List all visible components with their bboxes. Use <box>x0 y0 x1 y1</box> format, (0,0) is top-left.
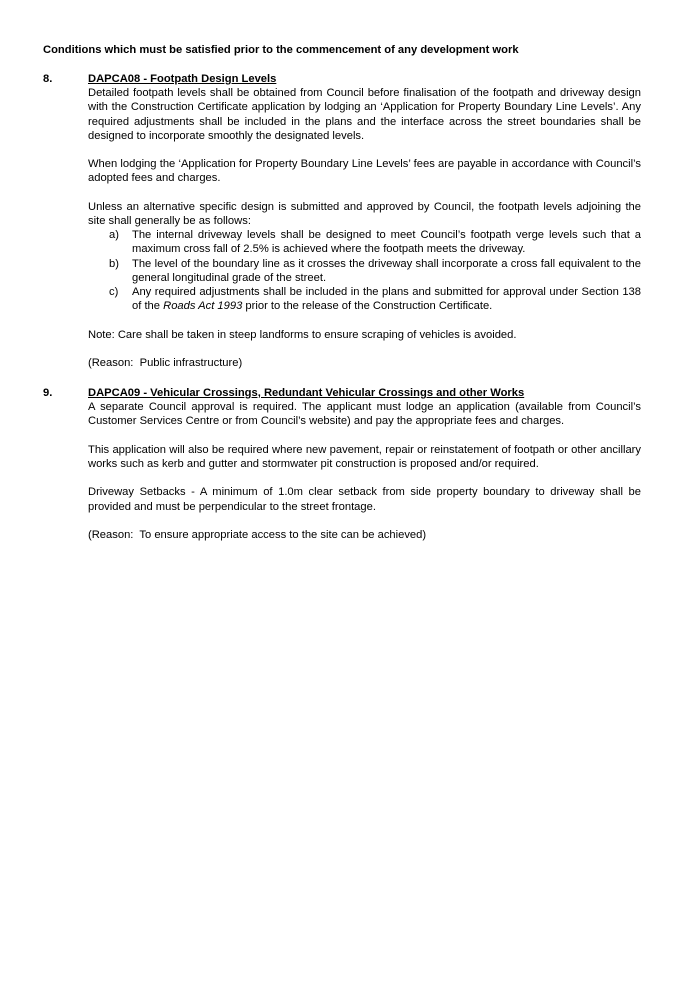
condition-8-paragraph-1: Detailed footpath levels shall be obtained from Council before finalisation of the footpath and driveway design with the Construction Certificate application by lodging an ‘Application for Property Boundary Line Levels’. Any required adjustments shall be included in the plans and the interface across the street boundaries shall be designed to incorporate smoothly the designated levels. <box>88 87 641 142</box>
condition-8 <box>88 72 641 370</box>
condition-9-paragraph-3: Driveway Setbacks - A minimum of 1.0m clear setback from side property boundary to driveway shall be provided and must be perpendicular to the street frontage. <box>88 486 641 513</box>
list-item-text-start: Any required adjustments shall be included in the plans and submitted for approval under Section 138 of the <box>132 286 641 313</box>
condition-8-paragraph-3: Unless an alternative specific design is submitted and approved by Council, the footpath levels adjoining the site shall generally be as follows: <box>88 200 641 227</box>
condition-8-note: Note: Care shall be taken in steep landforms to ensure scraping of vehicles is avoided. <box>88 328 517 341</box>
condition-8-number: 8. <box>43 73 53 85</box>
list-marker: b) <box>109 257 119 270</box>
list-item-text-end: prior to the release of the Construction Certificate. <box>242 300 493 313</box>
condition-8-title: DAPCA08 - Footpath Design Levels <box>88 73 277 85</box>
list-item-text: The internal driveway levels shall be designed to meet Council’s footpath verge levels such that a maximum cross fall of 2.5% is achieved where the footpath meets the driveway. <box>132 229 641 256</box>
list-item <box>88 257 641 285</box>
list-item <box>88 285 641 313</box>
condition-8-list <box>88 228 641 313</box>
condition-9-paragraph-1: A separate Council approval is required. The applicant must lodge an application (available from Council’s Customer Services Centre or from Council’s website) and pay the appropriate fees and charges. <box>88 401 641 428</box>
condition-9-reason: (Reason: To ensure appropriate access to the site can be achieved) <box>88 528 427 541</box>
list-item-text: The level of the boundary line as it crosses the driveway shall incorporate a cross fall equivalent to the general longitudinal grade of the street. <box>132 257 641 284</box>
condition-9-paragraph-2: This application will also be required where new pavement, repair or reinstatement of footpath or other ancillary works such as kerb and gutter and stormwater pit construction is proposed and/or required. <box>88 443 641 470</box>
condition-9-number: 9. <box>43 387 53 399</box>
condition-8-reason: (Reason: Public infrastructure) <box>88 357 243 369</box>
list-item <box>88 228 641 256</box>
list-marker: a) <box>109 229 119 242</box>
condition-9 <box>88 386 641 542</box>
list-marker: c) <box>109 286 119 299</box>
section-heading: Conditions which must be satisfied prior to the commencement of any development work <box>43 44 519 56</box>
condition-9-title: DAPCA09 - Vehicular Crossings, Redundant Vehicular Crossings and other Works <box>88 387 525 399</box>
condition-8-paragraph-2: When lodging the ‘Application for Property Boundary Line Levels’ fees are payable in accordance with Council’s adopted fees and charges. <box>88 158 641 185</box>
act-name: Roads Act 1993 <box>163 300 243 313</box>
